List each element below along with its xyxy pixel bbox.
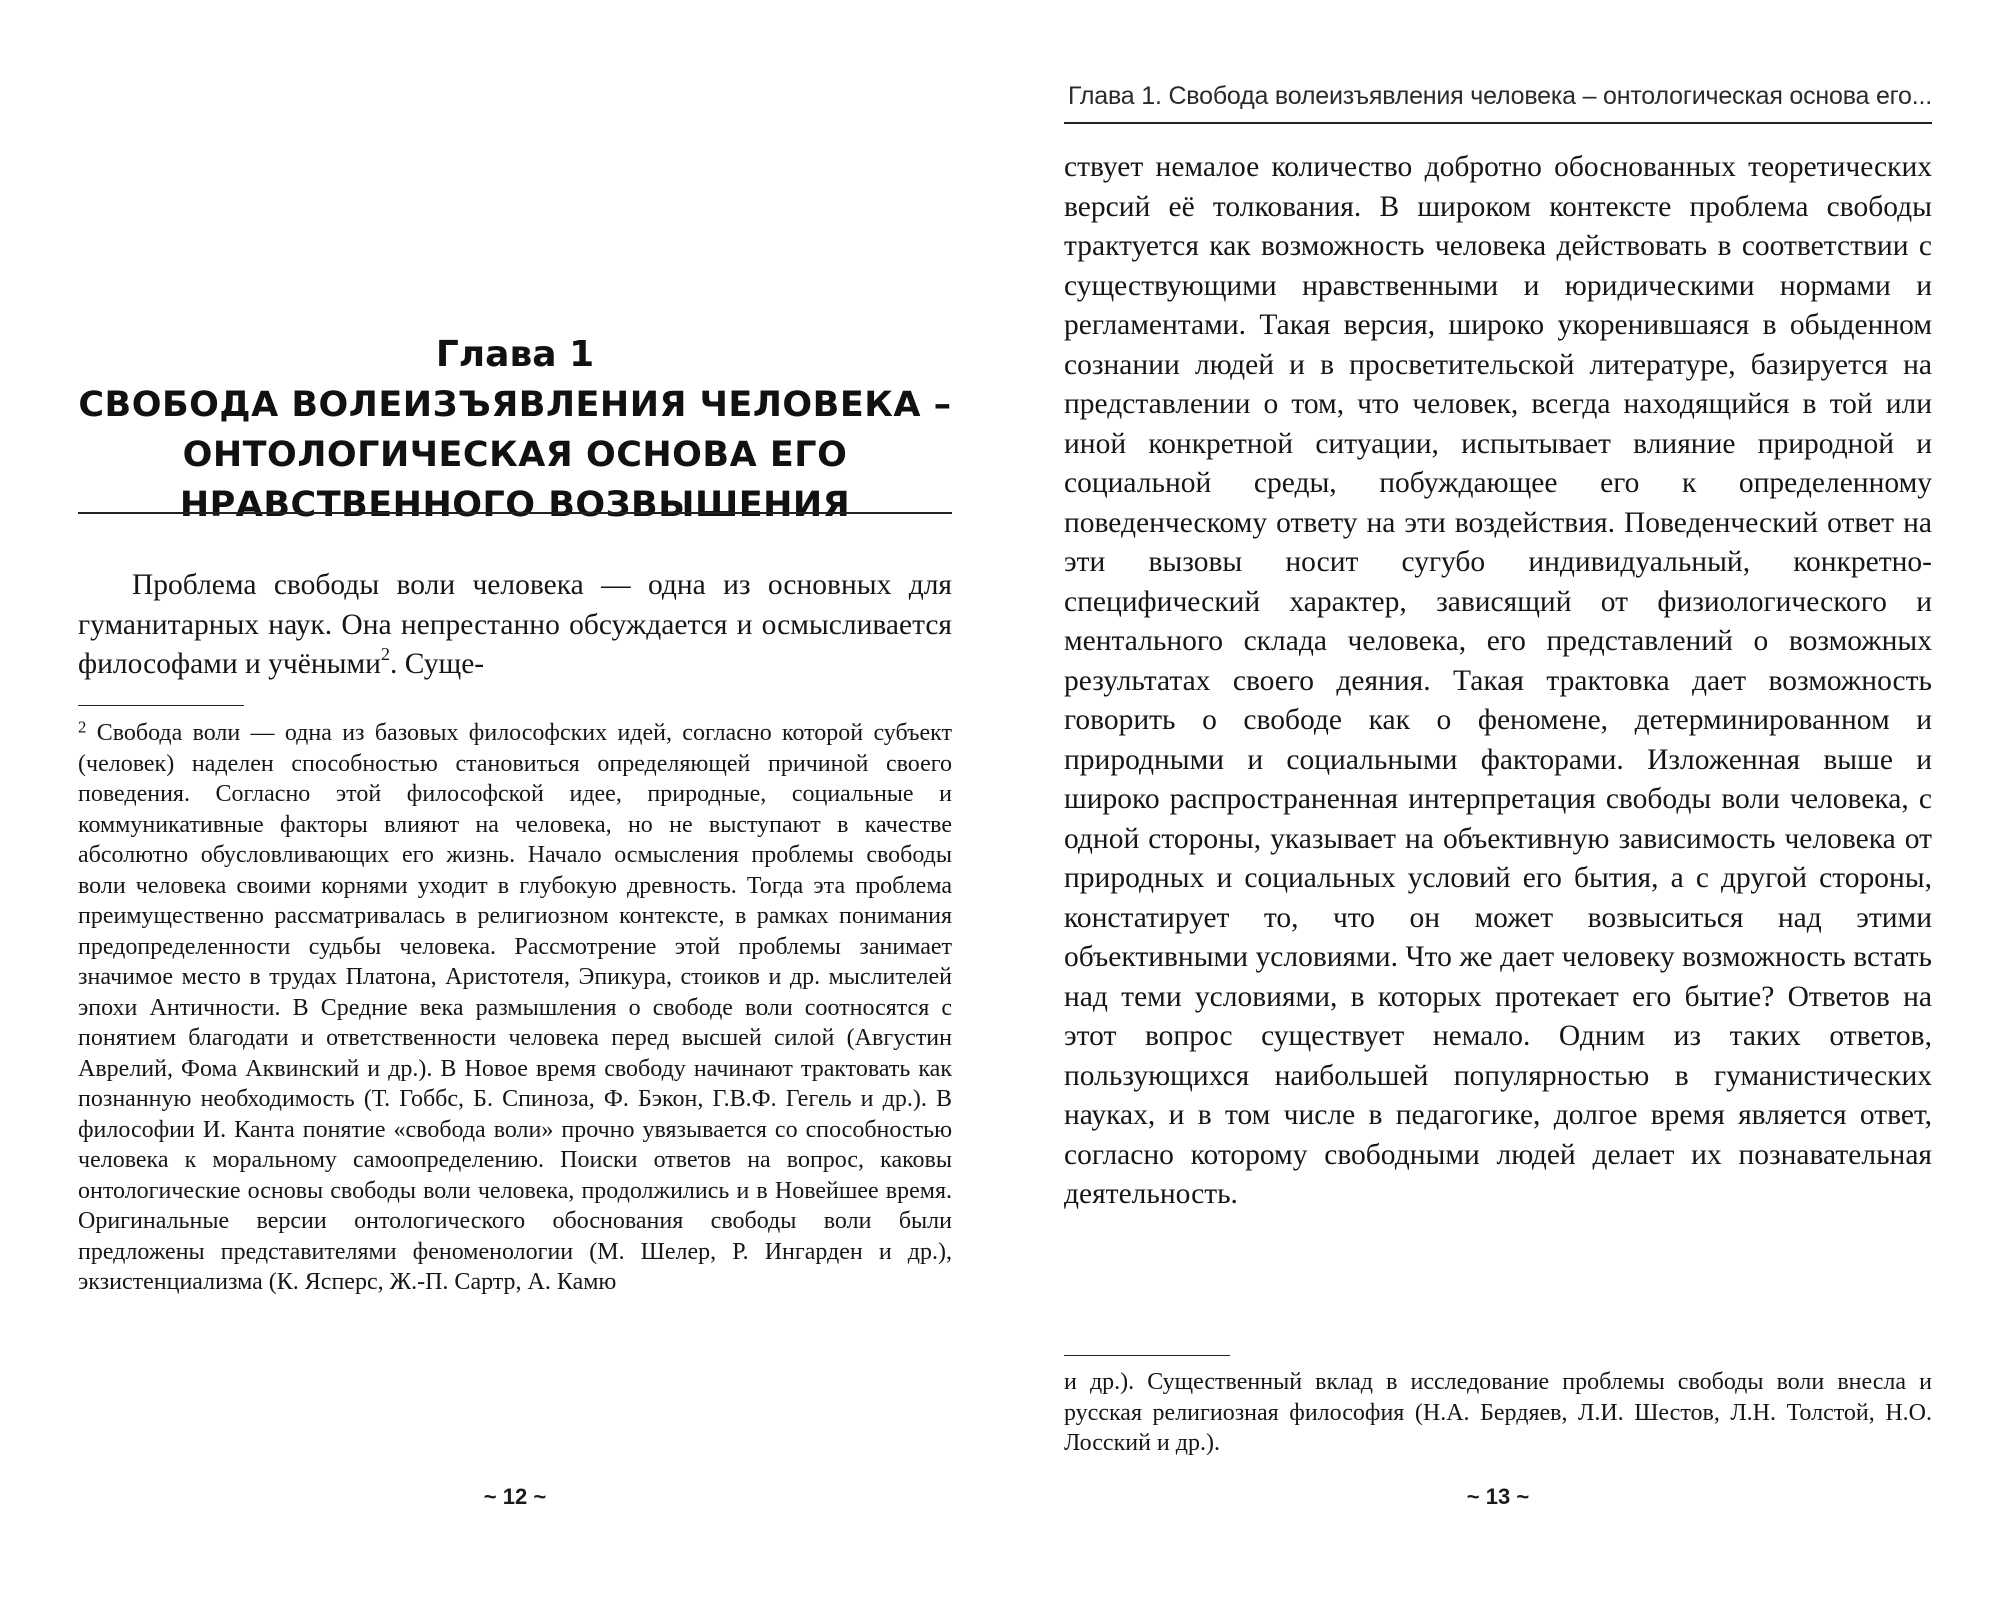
footnote-2-continued: и др.). Существенный вклад в исследование проблемы свободы воли внесла и русская религиозная философия (Н.А. Бердяев, Л.И. Шестов, Л.Н. Толстой, Н.О. Лосский и др.). [1064,1369,1932,1456]
footnote-reference[interactable]: 2 [380,644,391,665]
opening-paragraph-text: Проблема свободы воли человека — одна из основных для гуманитарных наук. Она непрестанно обсуждается и осмысливается философами и учёными [78,569,952,680]
footnote-2 [78,718,952,1298]
chapter-title-line-3: НРАВСТВЕННОГО ВОЗВЫШЕНИЯ [179,485,851,525]
running-header: Глава 1. Свобода волеизъявления человека – онтологическая основа его... [1067,82,1932,110]
right-body-text [1064,148,1932,1215]
opening-paragraph-tail: . Суще- [390,648,485,680]
chapter-title-line-1: СВОБОДА ВОЛЕИЗЪЯВЛЕНИЯ ЧЕЛОВЕКА – [78,385,952,425]
left-page [78,0,952,1624]
footnote-divider [78,705,244,706]
continued-paragraph: ствует немалое количество добротно обоснованных теоретических версий её толкования. В широком контексте проблема свободы трактуется как возможность человека действовать в соответствии с существующими нравственными и юридическими нормами и регламентами. Такая версия, широко укоренившаяся в обыденном сознании людей и в просветительской литературе, базируется на представлении о том, что человек, всегда находящийся в той или иной конкретной ситуации, испытывает влияние природной и социальной среды, побуждающее его к определенному поведенческому ответу на эти воздействия. Поведенческий ответ на эти вызовы носит сугубо индивидуальный, конкретно-специфический характер, зависящий от физиологического и ментального склада человека, его представлений о возможных результатах своего деяния. Такая трактовка дает возможность говорить о свободе как о феномене, детерминированном и природными и социальными факторами. Изложенная выше и широко распространенная интерпретация свободы воли человека, с одной стороны, указывает на объективную зависимость человека от природных и социальных условий его бытия, а с другой стороны, констатирует то, что он может возвыситься над этими объективными условиями. Что же дает человеку возможность встать над теми условиями, в которых протекает его бытие? Ответов на этот вопрос существует немало. Одним из таких ответов, пользующихся наибольшей популярностью в гуманистических науках, и в том числе в педагогике, долгое время является ответ, согласно которому свободными людей делает их познавательная деятельность. [1064,151,1932,1210]
left-body-text [78,566,952,685]
footnote-divider-right [1064,1355,1230,1356]
right-page [1064,0,1932,1624]
chapter-label: Глава 1 [435,334,595,375]
page-number-right: ~ 13 ~ [1466,1484,1530,1509]
title-divider [78,512,952,514]
footnote-2-text: Свобода воли — одна из базовых философских идей, согласно которой субъект (человек) наделен способностью становиться определяющей причиной своего поведения. Согласно этой философской идее, природные, социальные и коммуникативные факторы влияют на человека, но не выступают в качестве абсолютно обусловливающих его жизнь. Начало осмысления проблемы свободы воли человека своими корнями уходит в глубокую древность. Тогда эта проблема преимущественно рассматривалась в религиозном контексте, в рамках понимания предопределенности судьбы человека. Рассмотрение этой проблемы занимает значимое место в трудах Платона, Аристотеля, Эпикура, стоиков и др. мыслителей эпохи Античности. В Средние века размышления о свободе воли соотносятся с понятием благодати и ответственности человека перед высшей силой (Августин Аврелий, Фома Аквинский и др.). В Новое время свободу начинают трактовать как познанную необходимость (Т. Гоббс, Б. Спиноза, Ф. Бэкон, Г.В.Ф. Гегель и др.). В философии И. Канта понятие «свобода воли» прочно увязывается со способностью человека к моральному самоопределению. Поиски ответов на вопрос, каковы онтологические основы свободы воли человека, продолжились и в Новейшее время. Оригинальные версии онтологического обоснования свободы воли были предложены представителями феноменологии (М. Шелер, Р. Ингарден и др.), экзистенциализма (К. Ясперс, Ж.-П. Сартр, А. Камю [78,720,952,1295]
opening-paragraph [78,566,952,685]
footnote-number: 2 [78,717,87,737]
chapter-heading [78,330,952,530]
chapter-title-line-2: ОНТОЛОГИЧЕСКАЯ ОСНОВА ЕГО [182,435,848,475]
page-number-left: ~ 12 ~ [483,1484,547,1509]
header-divider [1064,122,1932,124]
